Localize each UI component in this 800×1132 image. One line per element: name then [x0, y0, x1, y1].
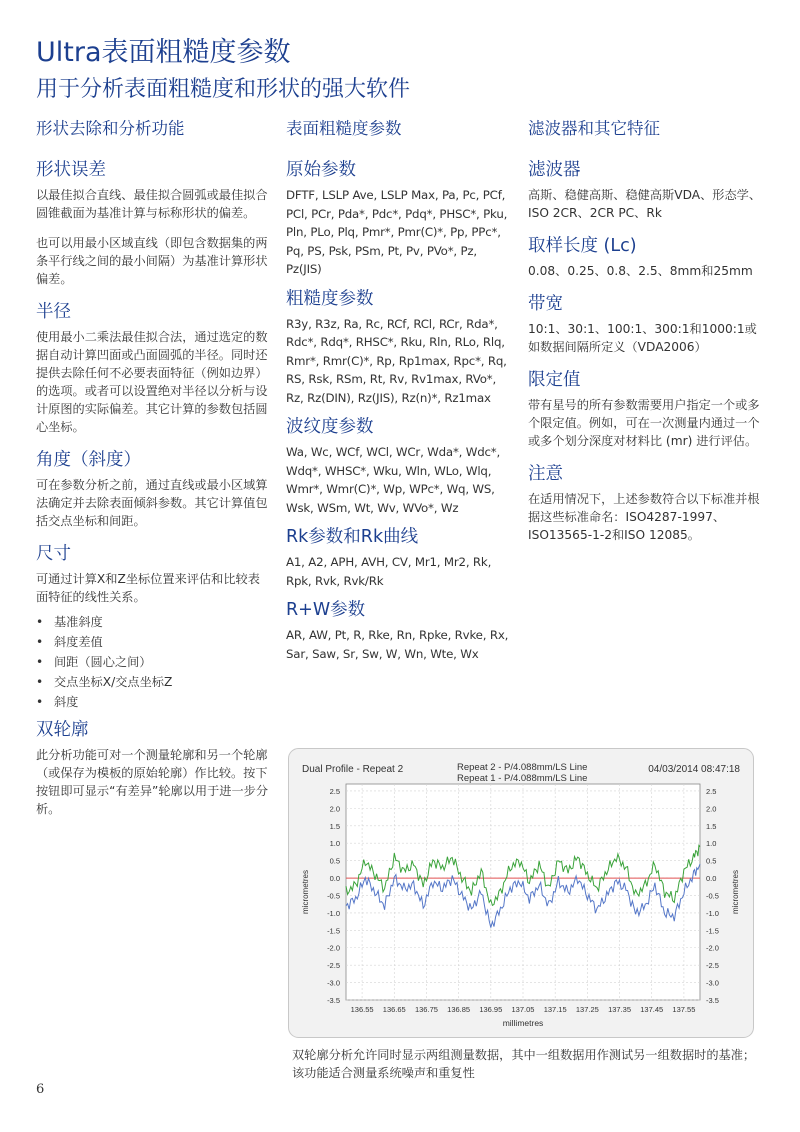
- y-tick-label-right: -0.5: [706, 891, 719, 901]
- section-title-radius: 半径: [36, 302, 71, 322]
- legend-entry-repeat-1: Repeat 1 - P/4.088mm/LS Line: [457, 773, 588, 784]
- x-tick-label: 137.05: [511, 1005, 535, 1014]
- y-tick-label-left: 1.5: [329, 821, 340, 831]
- x-tick-label: 137.45: [640, 1005, 664, 1014]
- dimension-list: [36, 612, 268, 712]
- section-title-rk: Rk参数和Rk曲线: [286, 527, 419, 547]
- section-title-dual-profile: 双轮廓: [36, 720, 89, 740]
- y-tick-label-right: -1.5: [706, 926, 719, 936]
- column-heading: 表面粗糙度参数: [286, 119, 402, 138]
- section-title-angle: 角度（斜度）: [36, 450, 141, 470]
- section-title-waviness: 波纹度参数: [286, 417, 374, 437]
- y-axis-right-label: micrometres: [731, 869, 740, 915]
- y-tick-label-left: 2.5: [329, 786, 340, 796]
- y-tick-label-left: -0.5: [327, 891, 340, 901]
- paragraph-form-error-1: 以最佳拟合直线、最佳拟合圆弧或最佳拟合圆锥截面为基准计算与标称形状的偏差。: [36, 188, 268, 220]
- x-tick-label: 137.55: [672, 1005, 696, 1014]
- page-title: Ultra表面粗糙度参数: [36, 37, 291, 68]
- paragraph-dual-profile: 此分析功能可对一个测量轮廓和另一个轮廓（或保存为模板的原始轮廓）作比较。按下按钮即可显示“有差异”轮廓以用于进一步分析。: [36, 748, 269, 816]
- x-tick-label: 136.75: [414, 1005, 438, 1014]
- rk-param-list: A1, A2, APH, AVH, CV, Mr1, Mr2, Rk, Rpk, Rvk, Rvk/Rk: [286, 555, 492, 588]
- x-tick-label: 137.35: [608, 1005, 632, 1014]
- y-tick-label-left: -1.0: [327, 908, 340, 918]
- x-tick-label: 136.85: [447, 1005, 471, 1014]
- section-title-bandwidth: 带宽: [528, 294, 563, 314]
- x-axis-ticks: [351, 1005, 696, 1014]
- y-tick-label-left: -3.5: [327, 996, 340, 1005]
- section-title-roughness: 粗糙度参数: [286, 288, 374, 309]
- y-tick-label-left: 0.5: [329, 856, 340, 866]
- chart-timestamp: 04/03/2014 08:47:18: [648, 764, 740, 775]
- y-tick-label-right: 1.5: [706, 821, 717, 831]
- y-tick-label-right: 0.5: [706, 856, 717, 866]
- section-title-filter: 滤波器: [528, 160, 581, 180]
- y-tick-label-left: -3.0: [327, 978, 340, 988]
- list-item: • 交点坐标X/交点坐标Z: [36, 672, 268, 692]
- list-item: • 基准斜度: [36, 612, 268, 632]
- section-title-primary: 原始参数: [286, 160, 356, 180]
- y-tick-label-left: 2.0: [329, 804, 340, 814]
- column-filters: [528, 118, 762, 556]
- list-item: • 斜度: [36, 692, 268, 712]
- paragraph-limit: 带有星号的所有参数需要用户指定一个或多个限定值。例如，可在一次测量内通过一个或多个划分深度对材料比 (mr) 进行评估。: [528, 398, 760, 448]
- x-axis-label: millimetres: [502, 1018, 544, 1028]
- y-tick-label-right: -1.0: [706, 908, 719, 918]
- waviness-param-list: Wa, Wc, WCf, WCl, WCr, Wda*, Wdc*, Wdq*, WHSC*, Wku, Wln, WLo, Wlq, Wmr*, Wmr(C)*, Wp, WPc*, Wq, WS, Wsk, WSm, Wt, Wv, WVo*, Wz: [286, 445, 501, 515]
- x-tick-label: 136.95: [479, 1005, 503, 1014]
- y-tick-label-left: -2.5: [327, 961, 340, 971]
- x-tick-label: 136.65: [382, 1005, 406, 1014]
- paragraph-form-error-2: 也可以用最小区域直线（即包含数据集的两条平行线之间的最小间隔）为基准计算形状偏差。: [36, 236, 268, 286]
- y-tick-label-right: 0.0: [706, 874, 717, 884]
- primary-param-list: DFTF, LSLP Ave, LSLP Max, Pa, Pc, PCf, PCl, PCr, Pda*, Pdc*, Pdq*, PHSC*, Pku, Pln, PLo, Plq, Pmr*, Pmr(C)*, Pp, PPc*, Pq, PS, Psk, PSm, Pt, Pv, PVo*, Pz, Pz(JIS): [286, 188, 508, 276]
- page-subtitle: 用于分析表面粗糙度和形状的强大软件: [36, 77, 411, 102]
- section-title-dimension: 尺寸: [36, 544, 71, 564]
- y-tick-label-left: -1.5: [327, 926, 340, 936]
- figure-caption: 双轮廓分析允许同时显示两组测量数据，其中一组数据用作测试另一组数据时的基准；该功能适合测量系统噪声和重复性: [292, 1048, 756, 1080]
- column-heading: 滤波器和其它特征: [528, 119, 660, 138]
- dual-profile-figure: [288, 748, 754, 1038]
- column-form-removal: [36, 118, 268, 830]
- list-item: • 间距（圆心之间）: [36, 652, 268, 672]
- y-tick-label-left: -2.0: [327, 943, 340, 953]
- section-title-cutoff: 取样长度 (Lc): [528, 236, 637, 256]
- section-title-rw: R+W参数: [286, 600, 366, 620]
- section-title-form-error: 形状误差: [36, 160, 106, 180]
- y-tick-label-left: 0.0: [329, 874, 340, 884]
- section-title-limit: 限定值: [528, 370, 581, 390]
- y-tick-label-right: -3.0: [706, 978, 719, 988]
- chart-title: Dual Profile - Repeat 2: [302, 764, 404, 775]
- paragraph-filter: 高斯、稳健高斯、稳健高斯VDA、形态学、ISO 2CR、2CR PC、Rk: [528, 188, 762, 220]
- x-tick-label: 137.25: [575, 1005, 599, 1014]
- list-item: • 斜度差值: [36, 632, 268, 652]
- y-tick-label-right: 2.0: [706, 804, 717, 814]
- y-tick-label-right: -2.5: [706, 961, 719, 971]
- y-tick-label-right: -2.0: [706, 943, 719, 953]
- column-roughness-params: [286, 118, 512, 671]
- y-axis-left-label: micrometres: [301, 869, 310, 915]
- roughness-param-list: R3y, R3z, Ra, Rc, RCf, RCl, RCr, Rda*, Rdc*, Rdq*, RHSC*, Rku, Rln, RLo, Rlq, Rmr*, Rmr(C)*, Rp, Rp1max, Rpc*, Rq, RS, Rsk, RSm, Rt, Rv, Rv1max, RVo*, Rz, Rz(DIN), Rz(JIS), Rz(n)*, Rz1max: [286, 316, 507, 405]
- y-tick-label-left: 1.0: [329, 839, 340, 849]
- paragraph-dimension: 可通过计算X和Z坐标位置来评估和比较表面特征的线性关系。: [36, 572, 260, 604]
- paragraph-note: 在适用情况下，上述参数符合以下标准并根据这些标准命名：ISO4287-1997、ISO13565-1-2和ISO 12085。: [528, 492, 760, 542]
- dual-profile-chart: [288, 748, 754, 1038]
- column-heading: 形状去除和分析功能: [36, 119, 185, 138]
- paragraph-cutoff: 0.08、0.25、0.8、2.5、8mm和25mm: [528, 264, 753, 278]
- y-tick-label-right: 1.0: [706, 839, 717, 849]
- rw-param-list: AR, AW, Pt, R, Rke, Rn, Rpke, Rvke, Rx, Sar, Saw, Sr, Sw, W, Wn, Wte, Wx: [286, 628, 509, 661]
- x-tick-label: 137.15: [543, 1005, 567, 1014]
- paragraph-bandwidth: 10:1、30:1、100:1、300:1和1000:1或如数据间隔所定义（VDA2006）: [528, 322, 757, 354]
- section-title-note: 注意: [528, 464, 563, 484]
- x-tick-label: 136.55: [350, 1005, 374, 1014]
- page-number: 6: [36, 1082, 45, 1097]
- paragraph-angle: 可在参数分析之前，通过直线或最小区域算法确定并去除表面倾斜参数。其它计算值包括交点坐标和间距。: [36, 478, 268, 528]
- legend-entry-repeat-2: Repeat 2 - P/4.088mm/LS Line: [457, 762, 588, 773]
- y-tick-label-right: 2.5: [706, 786, 717, 796]
- paragraph-radius: 使用最小二乘法最佳拟合法，通过选定的数据自动计算凹面或凸面圆弧的半径。同时还提供去除任何不必要表面特征（例如边界）的选项。或者可以设置绝对半径以分析与设计原图的实际偏差。其它计算的参数包括圆心坐标。: [36, 330, 268, 434]
- y-tick-label-right: -3.5: [706, 996, 719, 1005]
